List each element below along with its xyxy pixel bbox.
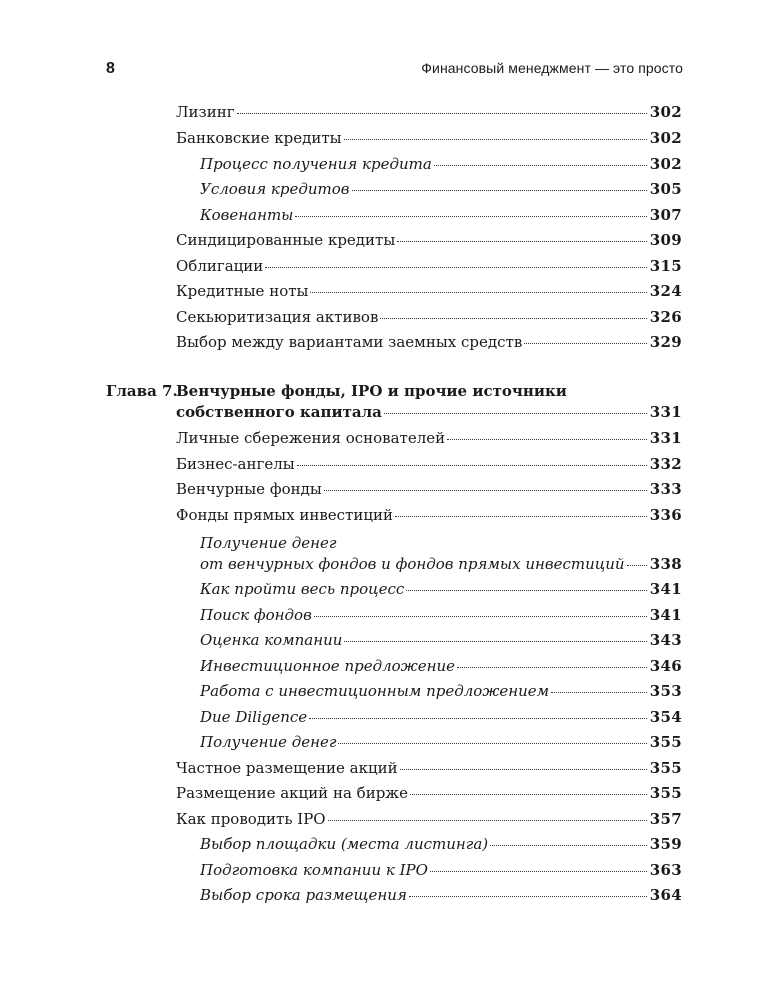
toc-entry-page: 305 (649, 180, 682, 198)
dot-leader (328, 819, 647, 821)
dot-leader (380, 317, 646, 319)
toc-entry[interactable] (176, 280, 682, 302)
dot-leader (352, 189, 647, 191)
toc-entry[interactable] (176, 101, 682, 123)
toc-entry-page: 364 (649, 886, 682, 904)
toc-entry-title: Выбор площадки (места листинга) (200, 835, 489, 853)
toc-entry-title: Процесс получения кредита (200, 155, 432, 173)
dot-leader (338, 742, 646, 744)
toc-entry-page: 324 (649, 282, 682, 300)
toc-subentry[interactable] (200, 553, 682, 575)
toc-entry[interactable] (176, 757, 682, 779)
toc-subentry[interactable] (200, 578, 682, 600)
dot-leader (344, 138, 647, 140)
toc-entry[interactable] (176, 504, 682, 526)
toc-entry-title: Ковенанты (200, 206, 294, 224)
toc-entry[interactable] (176, 453, 682, 475)
toc-entry-title: Due Diligence (200, 708, 308, 726)
toc-subentry[interactable] (200, 833, 682, 855)
toc-entry-title: Инвестиционное предложение (200, 657, 456, 675)
dot-leader (406, 589, 647, 591)
toc-entry-title: Как проводить IPO (176, 810, 326, 828)
toc-entry-page: 302 (649, 155, 682, 173)
toc-entry-page: 309 (649, 231, 682, 249)
toc-entry-title: Лизинг (176, 103, 235, 121)
toc-entry-title: от венчурных фондов и фондов прямых инвестиций (200, 555, 625, 573)
toc-entry[interactable] (176, 782, 682, 804)
toc-entry-title: Венчурные фонды (176, 480, 322, 498)
toc-subentry[interactable] (200, 604, 682, 626)
toc-entry-title: Подготовка компании к IPO (200, 861, 428, 879)
dot-leader (447, 438, 647, 440)
toc-entry-title: Оценка компании (200, 631, 343, 649)
toc-entry[interactable] (176, 808, 682, 830)
toc-entry-page: 332 (649, 455, 682, 473)
toc-entry-page: 341 (649, 580, 682, 598)
dot-leader (265, 266, 646, 268)
toc-entry-page: 329 (649, 333, 682, 351)
toc-subentry[interactable] (200, 884, 682, 906)
toc-entry-title: Как пройти весь процесс (200, 580, 405, 598)
toc-entry-page: 346 (649, 657, 682, 675)
toc-entry-page: 338 (649, 555, 682, 573)
dot-leader (314, 615, 647, 617)
dot-leader (524, 342, 647, 344)
toc-entry-title: Синдицированные кредиты (176, 231, 396, 249)
toc-entry-title: Получение денег (200, 733, 337, 751)
running-head (106, 60, 683, 82)
toc-entry-page: 357 (649, 810, 682, 828)
toc-entry-page: 333 (649, 480, 682, 498)
dot-leader (430, 870, 647, 872)
dot-leader (310, 291, 646, 293)
toc-entry-title: Выбор между вариантами заемных средств (176, 333, 523, 351)
toc-entry[interactable] (176, 478, 682, 500)
chapter-title-line2: собственного капитала (176, 403, 382, 421)
toc-entry-page: 353 (649, 682, 682, 700)
toc-entry-page: 336 (649, 506, 682, 524)
dot-leader (434, 164, 647, 166)
toc-entry-page: 359 (649, 835, 682, 853)
toc-entry[interactable] (176, 127, 682, 149)
toc-entry-title: Выбор срока размещения (200, 886, 407, 904)
toc-entry-title: Частное размещение акций (176, 759, 398, 777)
toc-entry[interactable] (176, 306, 682, 328)
toc-subentry[interactable] (200, 178, 682, 200)
dot-leader (490, 844, 647, 846)
toc-entry[interactable] (176, 427, 682, 449)
toc-entry-page: 354 (649, 708, 682, 726)
toc-entry-page: 307 (649, 206, 682, 224)
dot-leader (297, 464, 647, 466)
chapter-entry[interactable] (176, 401, 682, 423)
toc-entry-title: Облигации (176, 257, 264, 275)
toc-entry-title: Условия кредитов (200, 180, 350, 198)
chapter-title-line1[interactable]: Венчурные фонды, IPO и прочие источники (176, 382, 567, 400)
toc-entry-title: Работа с инвестиционным предложением (200, 682, 550, 700)
book-title: Финансовый менеджмент — это просто (421, 60, 683, 76)
dot-leader (384, 412, 647, 414)
toc-entry-page: 302 (649, 129, 682, 147)
dot-leader (409, 895, 647, 897)
toc-entry-page: 331 (649, 403, 682, 421)
toc-subentry[interactable] (200, 680, 682, 702)
dot-leader (400, 768, 647, 770)
toc-entry-page: 355 (649, 759, 682, 777)
toc-entry-page: 355 (649, 784, 682, 802)
toc-entry-page: 341 (649, 606, 682, 624)
toc-entry[interactable] (176, 255, 682, 277)
toc-entry-page: 315 (649, 257, 682, 275)
toc-subentry[interactable] (200, 859, 682, 881)
toc-entry-title: Банковские кредиты (176, 129, 342, 147)
chapter-label: Глава 7. (106, 382, 178, 400)
dot-leader (410, 793, 647, 795)
toc-subentry-line1[interactable]: Получение денег (200, 534, 337, 552)
toc-entry-page: 355 (649, 733, 682, 751)
dot-leader (627, 564, 647, 566)
toc-subentry[interactable] (200, 153, 682, 175)
toc-subentry[interactable] (200, 629, 682, 651)
toc-subentry[interactable] (200, 731, 682, 753)
toc-entry-page: 343 (649, 631, 682, 649)
dot-leader (309, 717, 647, 719)
toc-subentry[interactable] (200, 204, 682, 226)
dot-leader (237, 112, 647, 114)
toc-entry-title: Личные сбережения основателей (176, 429, 446, 447)
dot-leader (324, 489, 647, 491)
toc-subentry[interactable] (200, 706, 682, 728)
toc-entry-title: Размещение акций на бирже (176, 784, 408, 802)
toc-entry-title: Поиск фондов (200, 606, 312, 624)
toc-entry[interactable] (176, 331, 682, 353)
toc-entry-title: Секьюритизация активов (176, 308, 379, 326)
toc-entry-title: Бизнес-ангелы (176, 455, 295, 473)
toc-entry-page: 326 (649, 308, 682, 326)
toc-entry-page: 331 (649, 429, 682, 447)
dot-leader (344, 640, 646, 642)
toc-entry-page: 363 (649, 861, 682, 879)
toc-subentry[interactable] (200, 655, 682, 677)
page-number: 8 (106, 60, 115, 77)
dot-leader (457, 666, 647, 668)
dot-leader (551, 691, 647, 693)
toc-entry[interactable] (176, 229, 682, 251)
dot-leader (395, 515, 647, 517)
toc-entry-title: Кредитные ноты (176, 282, 309, 300)
toc-entry-page: 302 (649, 103, 682, 121)
dot-leader (295, 215, 646, 217)
dot-leader (397, 240, 647, 242)
toc-entry-title: Фонды прямых инвестиций (176, 506, 393, 524)
